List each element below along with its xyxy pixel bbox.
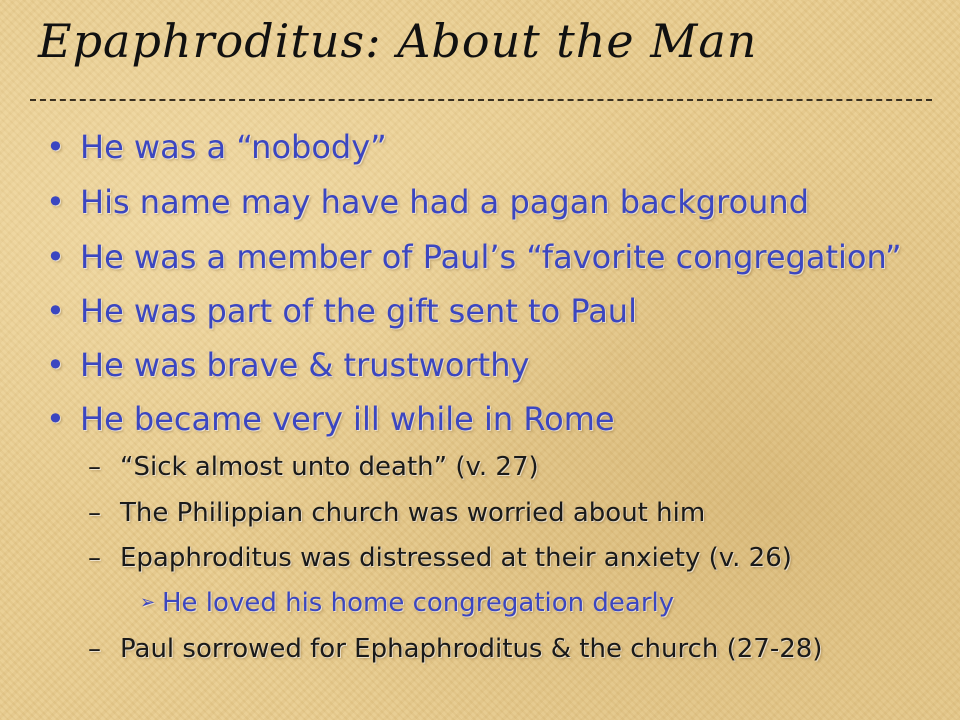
slide-title: Epaphroditus: About the Man bbox=[38, 14, 758, 68]
bullet-item bbox=[46, 128, 387, 166]
bullet-text: He was brave & trustworthy bbox=[80, 346, 530, 384]
bullet-marker: • bbox=[46, 346, 65, 384]
bullet-marker: • bbox=[46, 183, 65, 221]
bullet-item bbox=[46, 346, 529, 384]
sub-bullet-item bbox=[88, 498, 705, 528]
bullet-marker: • bbox=[46, 292, 65, 330]
bullet-text: His name may have had a pagan background bbox=[80, 183, 810, 221]
sub-bullet-item bbox=[88, 543, 792, 573]
dash-marker: – bbox=[88, 543, 101, 573]
sub-sub-bullet-item bbox=[140, 588, 674, 618]
title-divider bbox=[30, 99, 932, 101]
bullet-item bbox=[46, 183, 809, 221]
bullet-marker: • bbox=[46, 400, 65, 438]
bullet-marker: • bbox=[46, 238, 65, 276]
bullet-item bbox=[46, 400, 615, 438]
arrow-bullet-icon: ➢ bbox=[140, 592, 156, 613]
sub-bullet-item bbox=[88, 452, 539, 482]
sub-sub-bullet-text: He loved his home congregation dearly bbox=[162, 588, 675, 618]
bullet-text: He was a “nobody” bbox=[80, 128, 387, 166]
bullet-text: He was a member of Paul’s “favorite congregation” bbox=[80, 238, 902, 276]
sub-bullet-text: “Sick almost unto death” (v. 27) bbox=[120, 452, 539, 482]
bullet-item bbox=[46, 292, 637, 330]
sub-bullet-text: Paul sorrowed for Ephaphroditus & the church (27-28) bbox=[120, 634, 823, 664]
dash-marker: – bbox=[88, 634, 101, 664]
dash-marker: – bbox=[88, 498, 101, 528]
sub-bullet-text: The Philippian church was worried about him bbox=[120, 498, 706, 528]
bullet-item bbox=[46, 238, 902, 276]
bullet-text: He was part of the gift sent to Paul bbox=[80, 292, 637, 330]
sub-bullet-text: Epaphroditus was distressed at their anxiety (v. 26) bbox=[120, 543, 792, 573]
dash-marker: – bbox=[88, 452, 101, 482]
bullet-text: He became very ill while in Rome bbox=[80, 400, 615, 438]
sub-bullet-item bbox=[88, 634, 822, 664]
bullet-marker: • bbox=[46, 128, 65, 166]
